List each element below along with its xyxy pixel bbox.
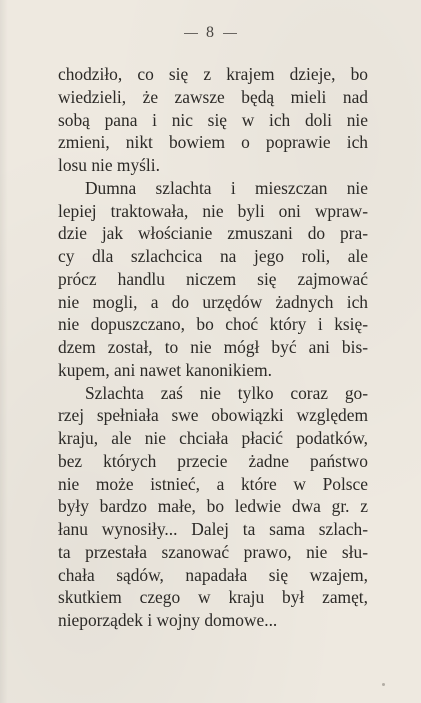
text-line: nie mogli, a do urzędów żadnych ich bbox=[58, 291, 368, 312]
paragraph-1 bbox=[58, 63, 368, 177]
text-line: nie dopuszczano, bo choć który i księ- bbox=[58, 314, 368, 335]
page-number-dash-left bbox=[184, 33, 198, 34]
page-number-value: 8 bbox=[206, 24, 215, 41]
page-edge-shadow bbox=[0, 0, 8, 703]
text-line: skutkiem czego w kraju był zamęt, bbox=[58, 587, 368, 608]
text-line: dzie jak włościanie zmuszani do pra- bbox=[58, 223, 368, 244]
text-line: łanu wynosiły... Dalej ta sama szlach- bbox=[58, 519, 368, 539]
page-number bbox=[0, 24, 421, 42]
paper-speck bbox=[382, 683, 385, 686]
text-line: sobą pana i nic się w ich doli nie bbox=[58, 109, 368, 130]
body-text bbox=[58, 63, 368, 632]
text-line: nieporządek i wojny domowe... bbox=[58, 610, 278, 630]
paragraph-3 bbox=[58, 382, 368, 632]
text-line: chała sądów, napadała się wzajem, bbox=[58, 564, 368, 585]
page-number-dash-right bbox=[223, 33, 237, 34]
text-line: były bardzo małe, bo ledwie dwa gr. z bbox=[58, 496, 368, 517]
text-line: nie może istnieć, a które w Polsce bbox=[58, 473, 368, 494]
text-line: prócz handlu niczem się zajmować bbox=[58, 268, 368, 289]
text-line: wiedzieli, że zawsze będą mieli nad bbox=[58, 86, 368, 107]
text-line: lepiej traktowała, nie byli oni wpraw- bbox=[58, 200, 368, 221]
text-line: ta przestała szanować prawo, nie słu- bbox=[58, 541, 368, 562]
text-line: Dumna szlachta i mieszczan nie bbox=[85, 177, 368, 198]
text-line: rzej spełniała swe obowiązki względem bbox=[58, 405, 368, 426]
text-line: cy dla szlachcica na jego roli, ale bbox=[58, 246, 368, 266]
paragraph-2 bbox=[58, 177, 368, 382]
text-line: bez których przecie żadne państwo bbox=[58, 450, 368, 471]
text-line: zmieni, nikt bowiem o poprawie ich bbox=[58, 132, 368, 153]
text-line: losu nie myśli. bbox=[58, 155, 160, 175]
text-line: kraju, ale nie chciała płacić podatków, bbox=[58, 428, 368, 448]
text-line: chodziło, co się z krajem dzieje, bo bbox=[58, 64, 368, 84]
text-line: dzem został, to nie mógł być ani bis- bbox=[58, 337, 368, 357]
text-line: kupem, ani nawet kanonikiem. bbox=[58, 359, 272, 380]
text-line: Szlachta zaś nie tylko coraz go- bbox=[85, 382, 368, 403]
